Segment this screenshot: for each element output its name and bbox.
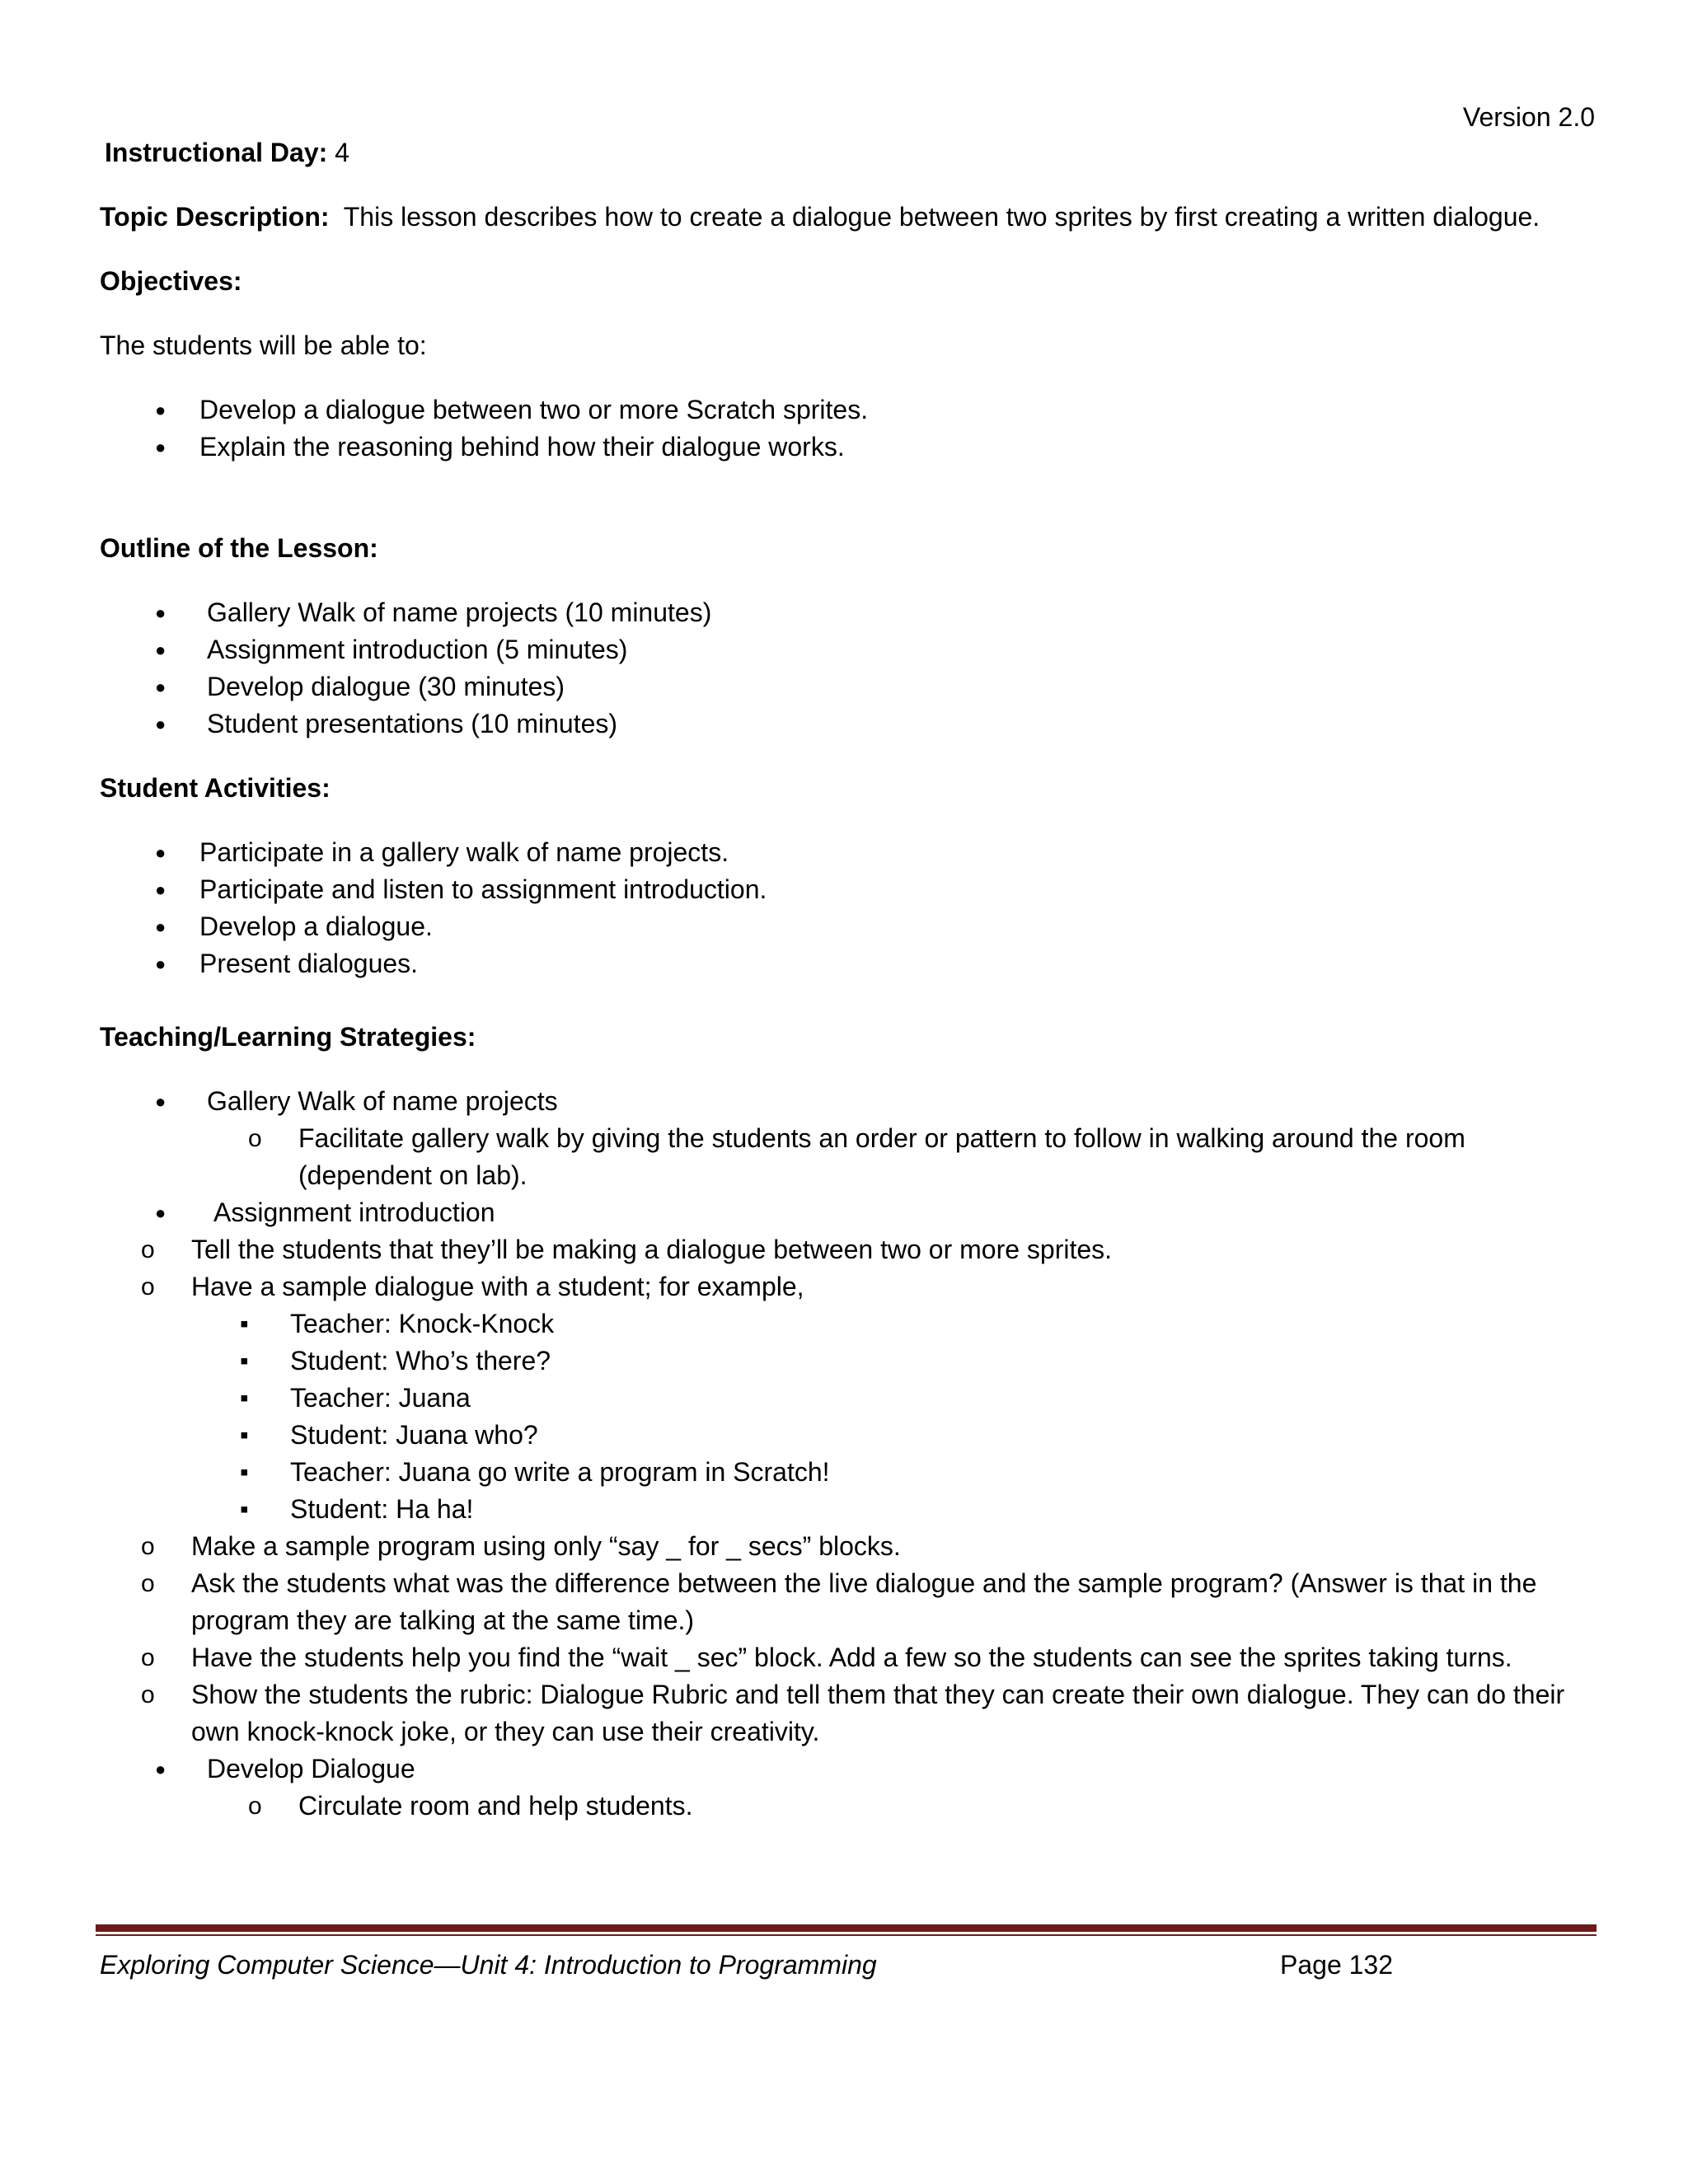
activities-heading: Student Activities: [100, 773, 331, 803]
sample-dialogue-list [191, 1305, 1596, 1528]
instructional-day-label: Instructional Day: [105, 138, 328, 167]
outline-heading: Outline of the Lesson: [100, 533, 378, 563]
dialogue-line: ▪ Teacher: Juana go write a program in Scratch! [0, 1454, 1596, 1491]
objectives-intro: The students will be able to: [100, 330, 427, 360]
topic-description-label: Topic Description: [100, 202, 330, 232]
dialogue-line: ▪ Student: Juana who? [0, 1417, 1596, 1454]
version-label: Version 2.0 [1462, 102, 1595, 132]
objectives-list [100, 391, 1596, 466]
dialogue-line: ▪ Teacher: Knock-Knock [0, 1305, 1596, 1343]
topic-description [100, 199, 1596, 236]
list-item: ● Present dialogues. [100, 945, 1596, 982]
strategy-sublist [207, 1120, 1596, 1194]
list-item: ● Participate in a gallery walk of name projects. [100, 834, 1596, 871]
strategy-sublist [207, 1788, 1596, 1825]
footer-divider [96, 1924, 1597, 1936]
strategies-list [100, 1083, 1596, 1825]
strategies-heading: Teaching/Learning Strategies: [100, 1022, 476, 1052]
objectives-heading: Objectives: [100, 266, 242, 296]
list-item: o Ask the students what was the difference between the live dialogue and the sample program? (Answer is that in the program they are talking at the same time.) [0, 1565, 1596, 1639]
strategy-label: Develop Dialogue [207, 1754, 415, 1783]
list-item [0, 1268, 1596, 1528]
list-item: ● Student presentations (10 minutes) [100, 705, 1596, 743]
list-item: o Show the students the rubric: Dialogue Rubric and tell them that they can create their own dialogue. They can do their own knock-knock joke, or they can use their creativity. [0, 1676, 1596, 1750]
list-item: ● Gallery Walk of name projects (10 minutes) [100, 594, 1596, 631]
strategy-assignment-intro [100, 1194, 1596, 1750]
strategy-gallery-walk [100, 1083, 1596, 1194]
topic-description-text: This lesson describes how to create a dialogue between two sprites by first creating a written dialogue. [343, 202, 1540, 232]
list-item: o Make a sample program using only “say _ for _ secs” blocks. [0, 1528, 1596, 1565]
list-item: o Circulate room and help students. [100, 1788, 1596, 1825]
strategy-develop-dialogue [100, 1750, 1596, 1825]
dialogue-line: ▪ Student: Ha ha! [0, 1491, 1596, 1528]
dialogue-line: ▪ Teacher: Juana [0, 1380, 1596, 1417]
list-item: ● Develop a dialogue between two or more Scratch sprites. [100, 391, 1596, 429]
list-item: o Have the students help you find the “wait _ sec” block. Add a few so the students can see the sprites taking turns. [0, 1639, 1596, 1676]
list-item: o Facilitate gallery walk by giving the students an order or pattern to follow in walking around the room (dependent on lab). [100, 1120, 1596, 1194]
list-item: ● Develop dialogue (30 minutes) [100, 668, 1596, 705]
instructional-day [100, 134, 1596, 171]
instructional-day-value: 4 [335, 138, 349, 167]
outline-list [100, 594, 1596, 743]
list-item: ● Develop a dialogue. [100, 908, 1596, 945]
list-item: ● Participate and listen to assignment introduction. [100, 871, 1596, 908]
list-item: ● Assignment introduction (5 minutes) [100, 631, 1596, 668]
footer-title: Exploring Computer Science—Unit 4: Introduction to Programming [100, 1950, 877, 1980]
list-item: ● Explain the reasoning behind how their dialogue works. [100, 429, 1596, 466]
strategy-label: Gallery Walk of name projects [207, 1086, 558, 1116]
list-item: o Tell the students that they’ll be making a dialogue between two or more sprites. [0, 1231, 1596, 1268]
page-number: Page 132 [1280, 1950, 1394, 1980]
dialogue-line: ▪ Student: Who’s there? [0, 1343, 1596, 1380]
lesson-content [100, 134, 1596, 1825]
list-item-text: Have a sample dialogue with a student; for example, [191, 1272, 804, 1301]
strategy-sublist [100, 1231, 1596, 1750]
strategy-label: Assignment introduction [213, 1197, 495, 1227]
activities-list [100, 834, 1596, 982]
